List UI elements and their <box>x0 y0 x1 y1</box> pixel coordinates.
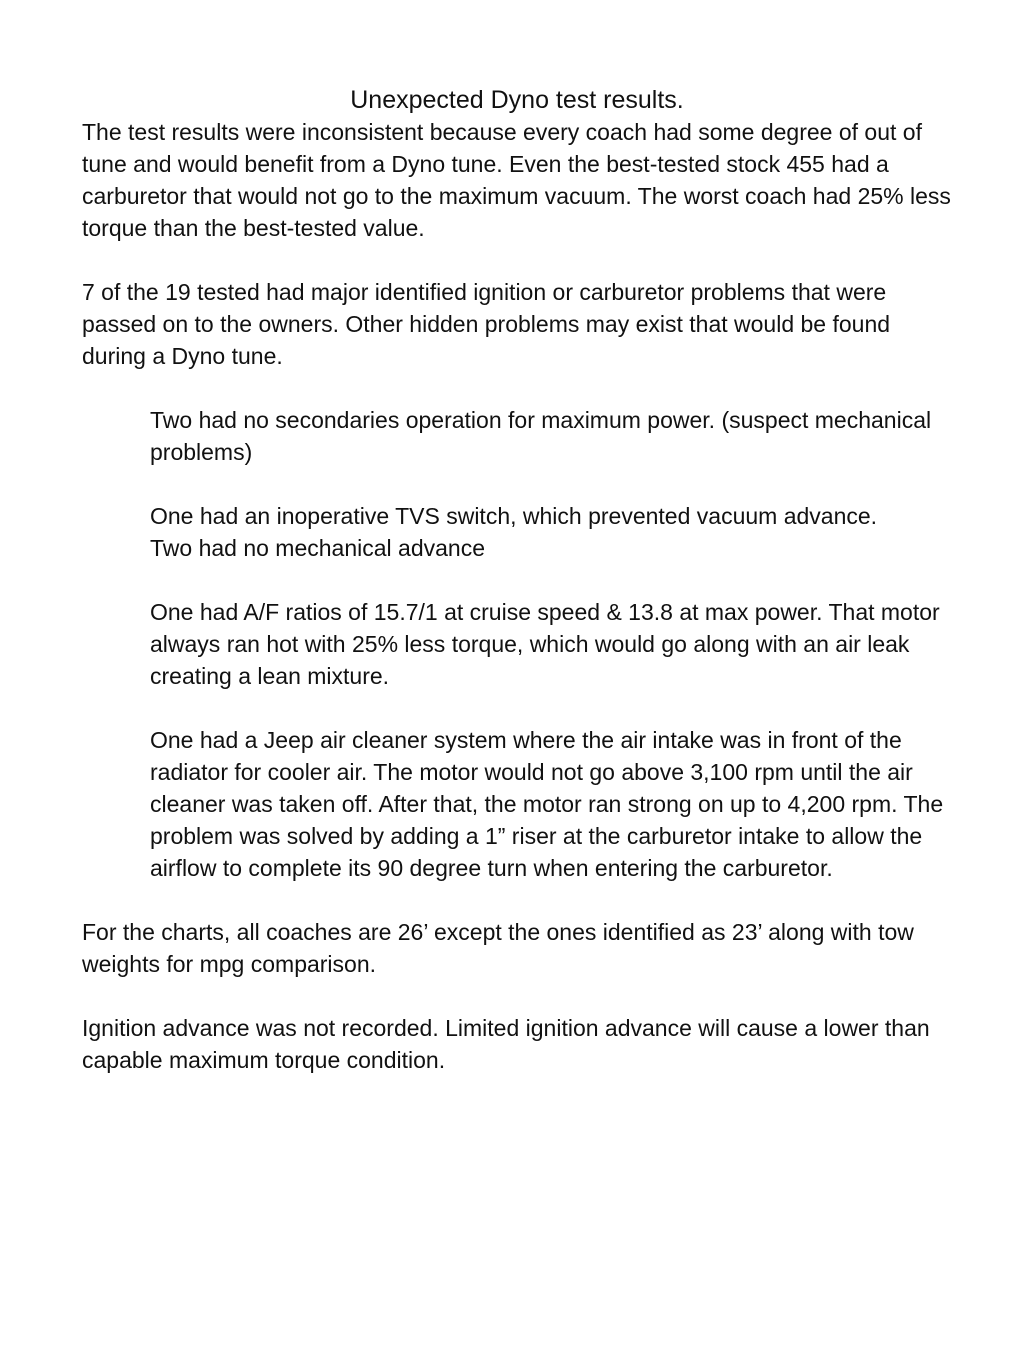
issues-list <box>150 404 952 884</box>
spacer <box>150 692 952 724</box>
document-title: Unexpected Dyno test results. <box>350 86 684 114</box>
issue-air-cleaner: One had a Jeep air cleaner system where the air intake was in front of the radiator for cooler air. The motor would not go above 3,100 rpm until the air cleaner was taken off. After that, the motor ran strong on up to 4,200 rpm. The problem was solved by adding a 1” riser at the carburetor intake to allow the airflow to complete its 90 degree turn when entering the carburetor. <box>150 727 944 881</box>
ignition-note-paragraph: Ignition advance was not recorded. Limited ignition advance will cause a lower than capable maximum torque condition. <box>82 1015 930 1073</box>
spacer <box>82 884 952 916</box>
issue-tvs-switch: One had an inoperative TVS switch, which prevented vacuum advance. <box>150 503 878 529</box>
spacer <box>150 468 952 500</box>
spacer <box>82 980 952 1012</box>
intro-paragraph: The test results were inconsistent because every coach had some degree of out of tune and would benefit from a Dyno tune. Even the best-tested stock 455 had a carburetor that would not go to the maximum vacuum. The worst coach had 25% less torque than the best-tested value. <box>82 119 951 241</box>
charts-note-paragraph: For the charts, all coaches are 26’ except the ones identified as 23’ along with tow weights for mpg comparison. <box>82 919 914 977</box>
problems-summary-paragraph: 7 of the 19 tested had major identified ignition or carburetor problems that were passed on to the owners. Other hidden problems may exist that would be found during a Dyno tune. <box>82 279 891 369</box>
spacer <box>82 244 952 276</box>
spacer <box>82 372 952 404</box>
document-page <box>82 84 952 1076</box>
issue-secondaries: Two had no secondaries operation for maximum power. (suspect mechanical problems) <box>150 407 932 465</box>
issue-mechanical-advance: Two had no mechanical advance <box>150 535 485 561</box>
spacer <box>150 564 952 596</box>
issue-af-ratio: One had A/F ratios of 15.7/1 at cruise speed & 13.8 at max power. That motor always ran hot with 25% less torque, which would go along with an air leak creating a lean mixture. <box>150 599 940 689</box>
